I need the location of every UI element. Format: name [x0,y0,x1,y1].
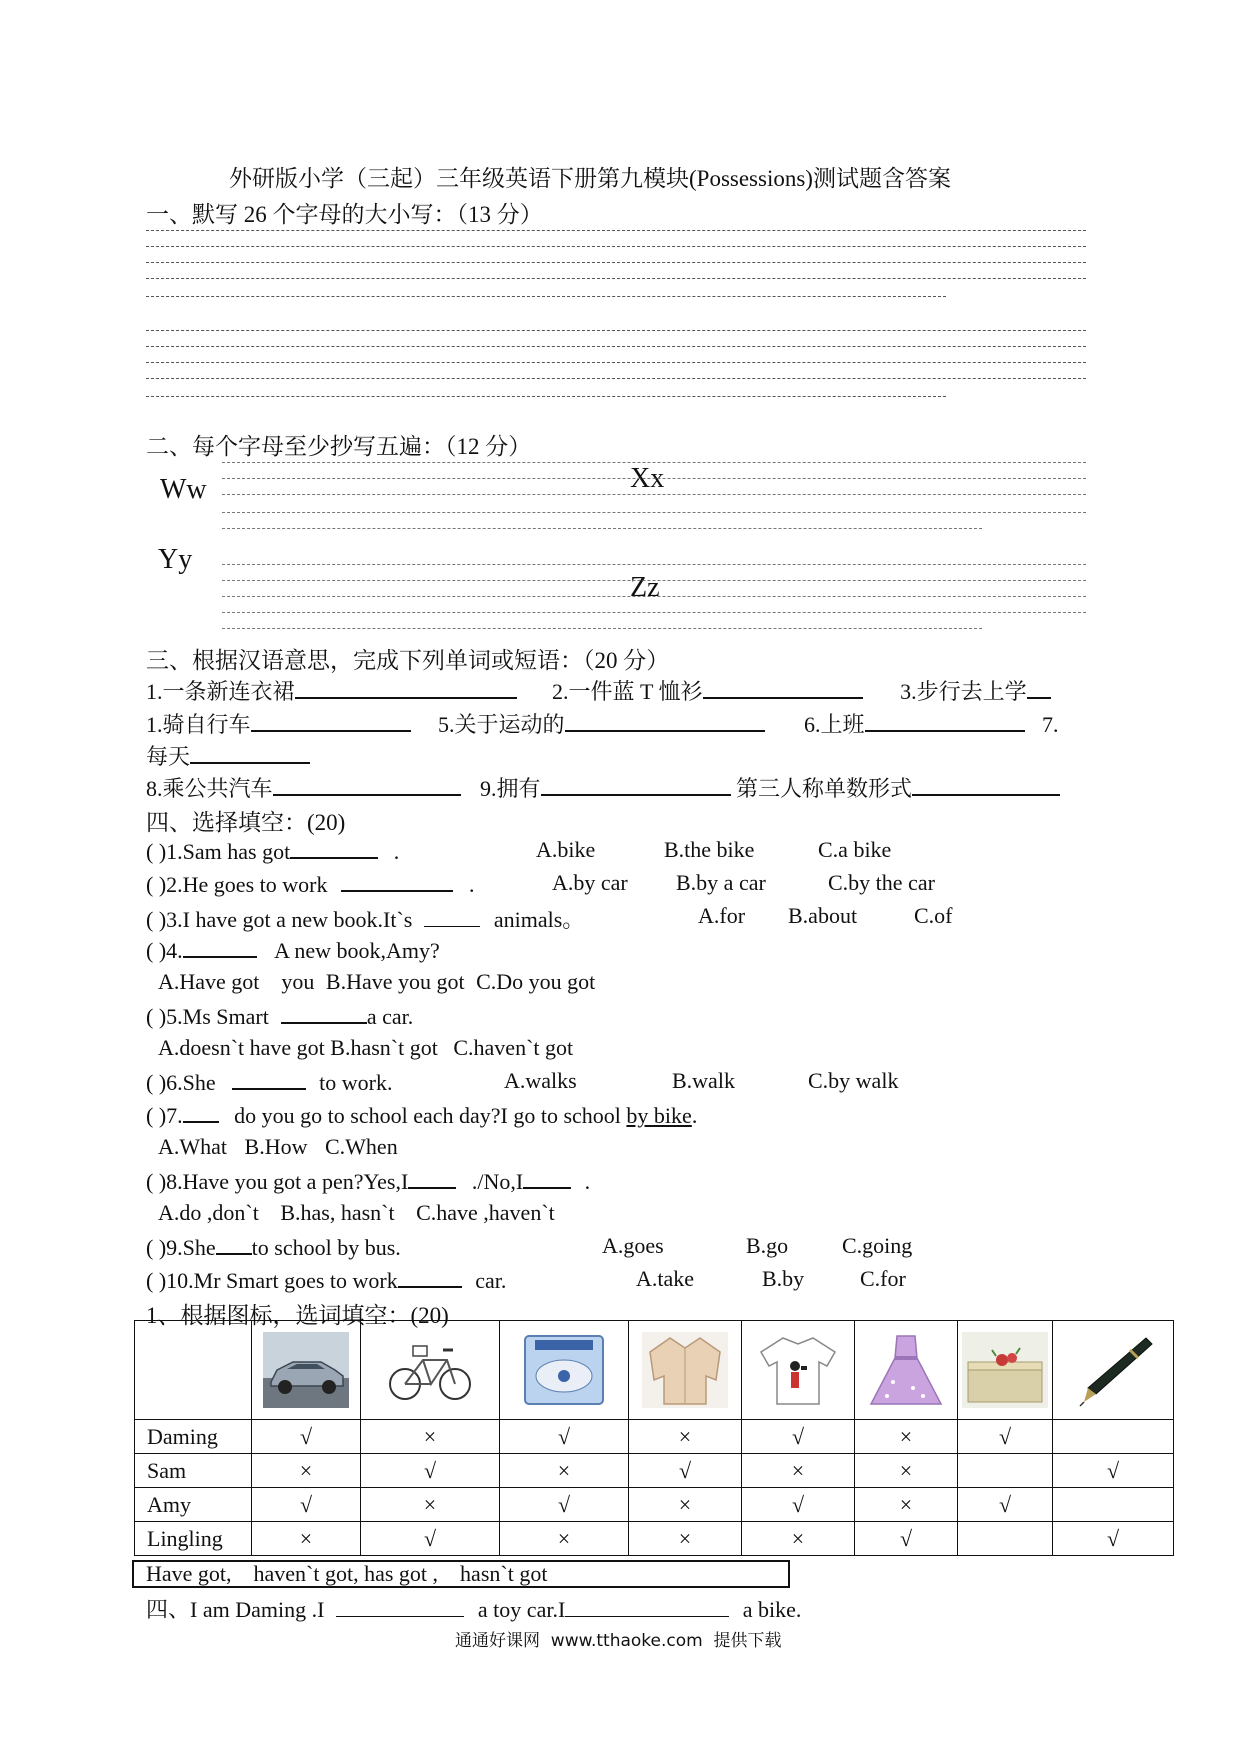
mark-cell: × [361,1420,500,1454]
section1-heading: 一、默写 26 个字母的大小写：（13 分） [146,202,543,227]
mark-cell: √ [855,1522,958,1556]
vocab-line-3: 每天 [146,740,310,771]
mark-cell: √ [742,1420,855,1454]
q7-option-c[interactable]: C.When [324,1134,398,1159]
tshirt-cell [742,1321,855,1420]
answer-blank[interactable] [273,774,461,796]
row-name: Lingling [135,1522,252,1556]
mark-cell: √ [742,1488,855,1522]
q10-option-b[interactable]: B.by [762,1266,805,1291]
q3-option-b[interactable]: B.about [788,903,858,928]
answer-blank[interactable] [565,710,765,732]
mark-cell: √ [252,1488,361,1522]
q3-option-a[interactable]: A.for [698,903,746,928]
question-7: ( )7. do you go to school each day?I go to school by bike. [146,1103,698,1128]
question-10: ( )10.Mr Smart goes to work car. [146,1268,507,1293]
q4-options [158,969,595,995]
letter-zz: Zz [630,572,660,603]
bike-icon [387,1332,473,1408]
section3-heading: 三、根据汉语意思，完成下列单词或短语：（20 分） [146,648,670,673]
q3-option-c[interactable]: C.of [914,903,953,928]
q5-options [158,1035,573,1061]
answer-blank[interactable] [523,1167,571,1189]
q4-option-c[interactable]: C.Do you got [476,969,596,994]
mark-cell: × [361,1488,500,1522]
gift-box-cell [958,1321,1053,1420]
picture-row [135,1321,1174,1420]
question-2: ( )2.He goes to work . [146,872,475,897]
q8-options [158,1200,555,1226]
answer-blank[interactable] [232,1068,306,1090]
q6-option-a[interactable]: A.walks [504,1068,577,1093]
mark-cell: × [855,1454,958,1488]
section4-heading: 四、选择填空：(20) [146,810,346,835]
mark-cell: × [855,1420,958,1454]
q9-option-a[interactable]: A.goes [602,1233,664,1258]
mark-cell: √ [361,1522,500,1556]
mark-cell: × [500,1522,629,1556]
question-4: ( )4. A new book,Amy? [146,938,440,963]
q7-option-a[interactable]: A.What [158,1134,228,1159]
mark-cell: × [629,1522,742,1556]
mark-cell: √ [252,1420,361,1454]
mark-cell: × [629,1488,742,1522]
corner-cell [135,1321,252,1420]
word-box: Have got, haven`t got, has got , hasn`t got [132,1560,790,1588]
letter-xx: Xx [630,463,665,494]
bike-cell [361,1321,500,1420]
mark-cell: × [855,1488,958,1522]
q8-option-a[interactable]: A.do ,don`t [158,1200,259,1225]
answer-blank[interactable] [703,677,863,699]
answer-blank[interactable] [216,1233,252,1255]
section5-heading: 1、根据图标，选词填空：(20) [146,1303,449,1328]
mark-cell: × [742,1454,855,1488]
question-9: ( )9.She to school by bus. [146,1235,401,1260]
answer-blank[interactable] [565,1596,729,1617]
table-row [135,1488,1174,1522]
q5-option-c[interactable]: C.haven`t got [453,1035,574,1060]
possessions-table [134,1320,1174,1556]
answer-blank[interactable] [251,710,411,732]
mark-cell: √ [629,1454,742,1488]
answer-blank[interactable] [408,1167,456,1189]
car-cell [252,1321,361,1420]
table-row [135,1454,1174,1488]
q10-option-a[interactable]: A.take [636,1266,695,1291]
letter-ww: Ww [160,474,207,505]
dress-icon [863,1332,949,1408]
mark-cell: × [252,1522,361,1556]
q1-option-a[interactable]: A.bike [536,837,596,862]
question-5: ( )5.Ms Smart a car. [146,1004,414,1029]
answer-blank[interactable] [341,870,453,892]
q8-option-b[interactable]: B.has, hasn`t [280,1200,395,1225]
vocab-line-1: 1.一条新连衣裙 2.一件蓝 T 恤衫 3.步行去上学 [146,675,1051,706]
answer-blank[interactable] [912,774,1060,796]
q7-option-b[interactable]: B.How [244,1134,308,1159]
pen-cell [1053,1321,1174,1420]
mark-cell: √ [958,1488,1053,1522]
table-row [135,1420,1174,1454]
tshirt-icon [755,1332,841,1408]
fill-in-line: 四、I am Daming .I a toy car.I a bike. [146,1597,802,1622]
q1-option-c[interactable]: C.a bike [818,837,892,862]
mark-cell [958,1522,1053,1556]
answer-blank[interactable] [183,1101,219,1123]
answer-blank[interactable] [336,1596,464,1617]
toy-game-cell [500,1321,629,1420]
row-name: Daming [135,1420,252,1454]
question-3: ( )3.I have got a new book.It`s animals。 [146,907,585,932]
table-row [135,1522,1174,1556]
row-name: Sam [135,1454,252,1488]
row-name: Amy [135,1488,252,1522]
mark-cell: √ [1053,1454,1174,1488]
gift-box-icon [962,1332,1048,1408]
q1-option-b[interactable]: B.the bike [664,837,755,862]
pen-icon [1070,1332,1156,1408]
dress-cell [855,1321,958,1420]
q7-options [158,1134,398,1160]
letter-yy: Yy [158,544,193,575]
vocab-line-4: 8.乘公共汽车 9.拥有 第三人称单数形式 [146,772,1060,803]
answer-blank[interactable] [398,1266,462,1288]
mark-cell: √ [958,1420,1053,1454]
answer-blank[interactable] [295,677,517,699]
answer-blank[interactable] [1027,677,1051,699]
answer-blank[interactable] [290,837,378,859]
sweater-cell [629,1321,742,1420]
mark-cell: √ [500,1420,629,1454]
mark-cell: × [742,1522,855,1556]
q2-option-b[interactable]: B.by a car [676,870,766,895]
q5-option-b[interactable]: B.hasn`t got [330,1035,438,1060]
car-icon [263,1332,349,1408]
vocab-line-2: 1.骑自行车 5.关于运动的 6.上班 7. [146,712,1059,737]
section2-heading: 二、每个字母至少抄写五遍：（12 分） [146,434,532,459]
mark-cell [1053,1488,1174,1522]
sweater-icon [642,1332,728,1408]
page-title: 外研版小学（三起）三年级英语下册第九模块(Possessions)测试题含答案 [229,166,951,191]
q9-option-c[interactable]: C.going [842,1233,913,1258]
q10-option-c[interactable]: C.for [860,1266,906,1291]
q5-option-a[interactable]: A.doesn`t have got [158,1035,325,1060]
mark-cell: √ [1053,1522,1174,1556]
mark-cell: × [629,1420,742,1454]
answer-blank[interactable] [281,1002,367,1024]
q2-option-c[interactable]: C.by the car [828,870,935,895]
question-8: ( )8.Have you got a pen?Yes,I ./No,I . [146,1169,591,1194]
answer-blank[interactable] [865,710,1025,732]
mark-cell: × [500,1454,629,1488]
q4-option-a[interactable]: A.Have got you [158,969,315,994]
mark-cell: √ [361,1454,500,1488]
underlined-phrase: by bike [626,1103,692,1128]
footer-credit: 通通好课网 www.tthaoke.com 提供下载 [455,1631,782,1651]
q9-option-b[interactable]: B.go [746,1233,789,1258]
answer-blank[interactable] [424,906,480,927]
answer-blank[interactable] [183,936,257,958]
mark-cell [1053,1420,1174,1454]
toy-game-icon [521,1332,607,1408]
q8-option-c[interactable]: C.have ,haven`t [416,1200,555,1225]
q2-option-a[interactable]: A.by car [552,870,628,895]
q4-option-b[interactable]: B.Have you got [325,969,465,994]
q6-option-c[interactable]: C.by walk [808,1068,899,1093]
question-6: ( )6.She to work. [146,1070,393,1095]
question-1: ( )1.Sam has got . [146,839,400,864]
mark-cell: × [252,1454,361,1488]
mark-cell [958,1454,1053,1488]
answer-blank[interactable] [541,774,731,796]
q6-option-b[interactable]: B.walk [672,1068,735,1093]
answer-blank[interactable] [190,742,310,764]
mark-cell: √ [500,1488,629,1522]
